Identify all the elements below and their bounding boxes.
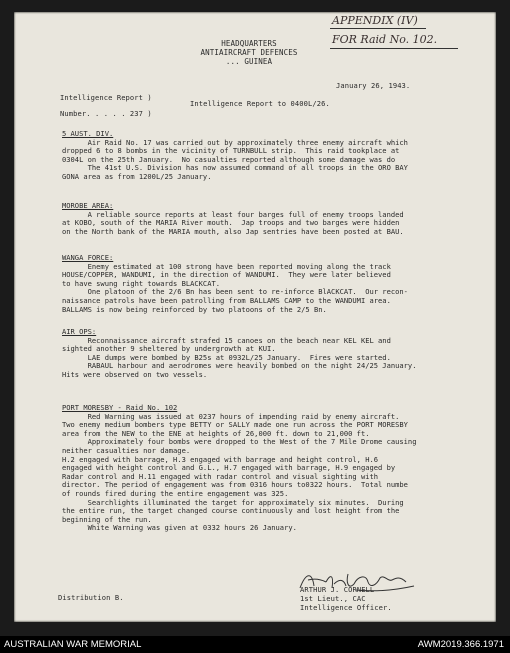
section-heading: MOROBE AREA:	[62, 201, 114, 210]
section-line: Red Warning was issued at 0237 hours of impending raid by enemy aircraft.	[62, 411, 400, 421]
section-line: naissance patrols have been patrolling from BALLAMS CAMP to the WANDUMI area.	[62, 295, 391, 305]
footer-institution: AUSTRALIAN WAR MEMORIAL	[4, 639, 142, 650]
section-line: beginning of the run.	[62, 514, 152, 524]
footer-accession-number: AWM2019.366.1971	[417, 639, 504, 650]
section-heading: AIR OPS:	[62, 327, 97, 336]
section-line: BALLAMS is now being reinforced by two platoons of the 2/5 Bn.	[62, 304, 327, 314]
appendix-line-1: APPENDIX (IV)	[332, 14, 418, 27]
section-line: Searchlights illuminated the target for approximately six minutes. During	[62, 497, 404, 507]
signatory-rank: 1st Lieut., CAC	[300, 594, 366, 603]
intel-report-label: Intelligence Report )	[60, 93, 152, 102]
header-line-1: HEADQUARTERS	[221, 39, 277, 48]
signatory-title: Intelligence Officer.	[300, 603, 392, 612]
document-page	[14, 12, 496, 622]
section-line: sighted another 9 sheltered by undergrowth at KUI.	[62, 344, 276, 354]
section-line: to have swung right towards BLACKCAT.	[62, 278, 221, 288]
annotation-underline	[330, 28, 426, 29]
section-line: engaged with height control and G.L., H.7 engaged with barrage, H.9 engaged by	[62, 463, 396, 473]
section-line: director. The period of engagement was from 0316 hours to0322 hours. Total numbe	[62, 480, 408, 490]
archive-footer	[0, 636, 510, 653]
section-port-moresby	[62, 404, 416, 533]
annotation-underline-2	[330, 48, 458, 49]
section-line: Two enemy medium bombers type BETTY or SALLY made one run across the PORT MORESBY	[62, 420, 408, 430]
signatory-name: ARTHUR J. CORNELL	[300, 585, 375, 594]
section-line: RABAUL harbour and aerodromes were heavily bombed on the night 24/25 January.	[62, 361, 417, 371]
section-line: Air Raid No. 17 was carried out by approximately three enemy aircraft which	[62, 137, 408, 147]
header-line-2: ANTIAIRCRAFT DEFENCES	[200, 48, 298, 57]
section-5-aust-div	[62, 130, 408, 182]
report-title: Intelligence Report to 0400L/26.	[190, 99, 330, 108]
section-line: White Warning was given at 0332 hours 26 January.	[62, 523, 297, 533]
section-line: Approximately four bombs were dropped to the West of the 7 Mile Drome causing	[62, 437, 417, 447]
section-line: neither casualties nor damage.	[62, 445, 191, 455]
report-date: January 26, 1943.	[336, 81, 411, 90]
section-line: The 41st U.S. Division has now assumed command of all troops in the ORO BAY	[62, 163, 408, 173]
section-line: H.2 engaged with barrage, H.3 engaged with barrage and height control, H.6	[62, 454, 379, 464]
appendix-line-2: FOR Raid No. 102.	[332, 33, 438, 46]
section-line: A reliable source reports at least four barges full of enemy troops landed	[62, 209, 404, 219]
section-heading: PORT MORESBY - Raid No. 102	[62, 403, 178, 412]
header-line-3: ... GUINEA	[225, 57, 273, 66]
section-wanga-force	[62, 254, 408, 314]
section-line: at KOBO, south of the MARIA River mouth. Jap troops and two barges were hidden	[62, 218, 400, 228]
section-line: Radar control and H.11 engaged with radar control and visual sighting with	[62, 471, 379, 481]
section-morobe-area	[62, 202, 404, 236]
report-number-label: Number. . . . . 237 )	[60, 109, 152, 118]
section-line: Enemy estimated at 100 strong have been reported moving along the track	[62, 261, 391, 271]
distribution: Distribution B.	[58, 593, 124, 602]
section-line: Reconnaissance aircraft strafed 15 canoes on the beach near KEL KEL and	[62, 335, 391, 345]
section-heading: 5 AUST. DIV.	[62, 129, 114, 138]
section-heading: WANGA FORCE:	[62, 253, 114, 262]
section-line: area from the NEW to the ENE at heights of 26,000 ft. down to 21,000 ft.	[62, 428, 370, 438]
section-line: on the North bank of the MARIA mouth, also Jap sentries have been posted at BAU.	[62, 226, 404, 236]
section-air-ops	[62, 328, 416, 380]
section-line: the entire run, the target changed course continuously and lost height from the	[62, 506, 400, 516]
section-line: 0304L on the 25th January. No casualties reported although some damage was do	[62, 154, 396, 164]
section-line: LAE dumps were bombed by B25s at 0932L/25 January. Fires were started.	[62, 352, 391, 362]
section-line: Hits were observed on two vessels.	[62, 369, 208, 379]
section-line: dropped 6 to 8 bombs in the vicinity of TURNBULL strip. This raid tookplace at	[62, 146, 400, 156]
section-line: of rounds fired during the entire engagement was 325.	[62, 488, 289, 498]
section-line: HOUSE/COPPER, WANDUMI, in the direction of WANDUMI. They were later believed	[62, 270, 391, 280]
section-line: GONA area as from 1200L/25 January.	[62, 171, 212, 181]
section-line: One platoon of the 2/6 Bn has been sent to re-inforce BlACKCAT. Our recon-	[62, 287, 408, 297]
appendix-annotation	[332, 14, 437, 46]
